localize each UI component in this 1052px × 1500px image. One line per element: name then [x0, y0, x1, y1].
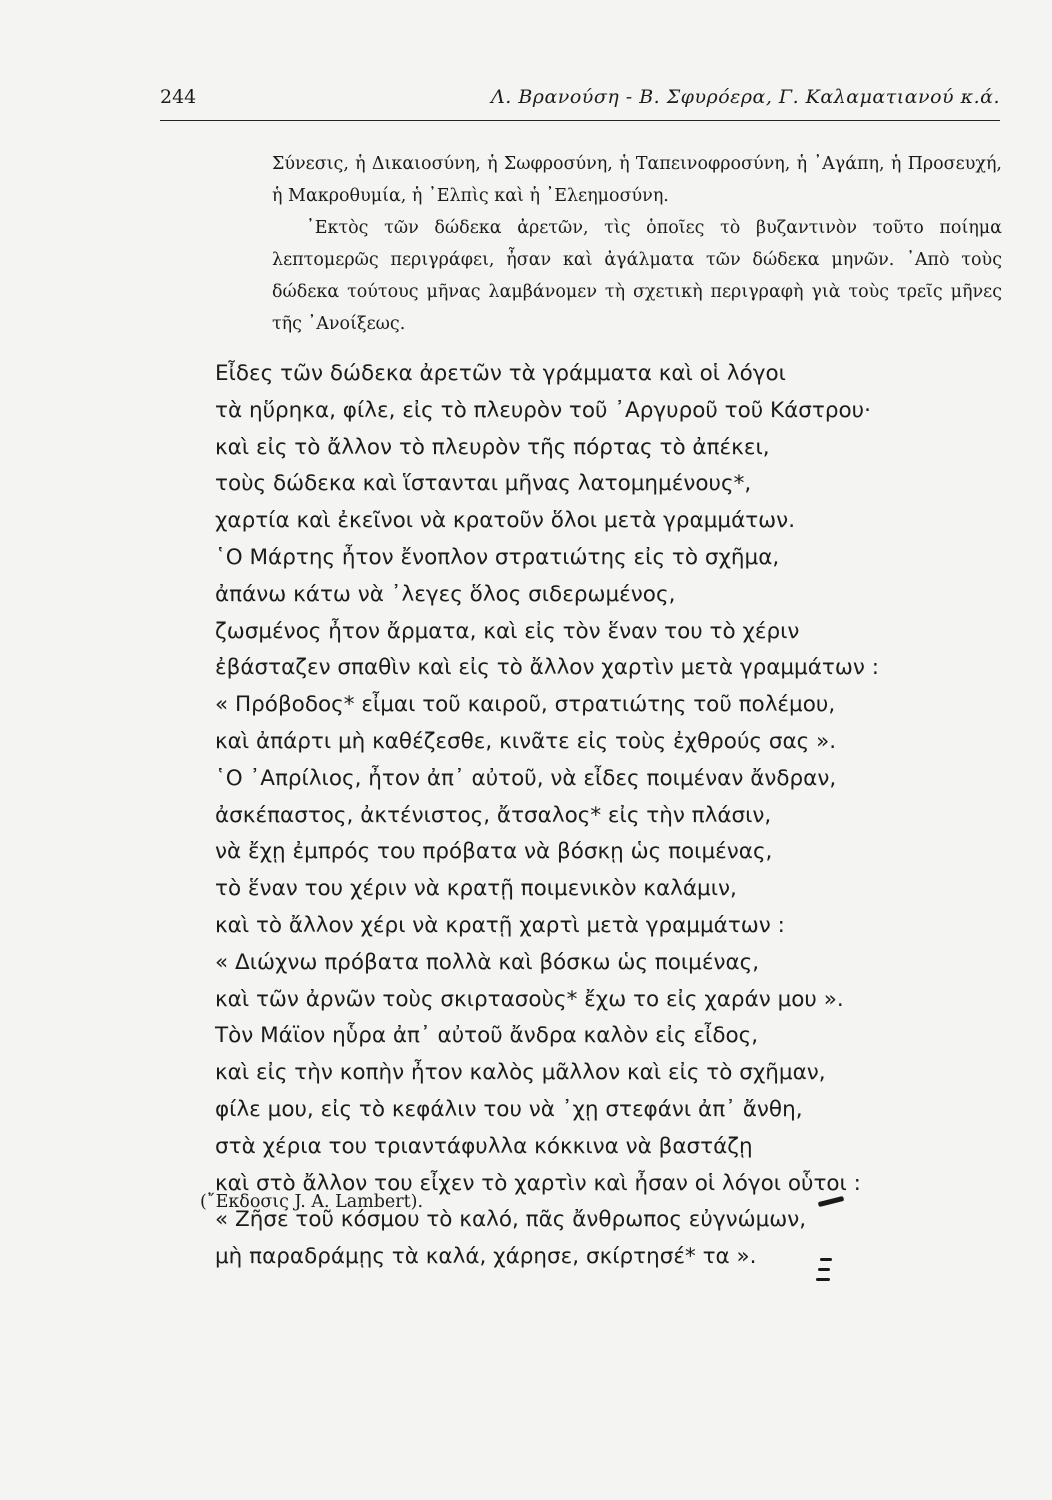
poem-line: ἀπάνω κάτω νὰ ᾿λεγες ὅλος σιδερωμένος,: [215, 581, 676, 607]
poem-line: τοὺς δώδεκα καὶ ἵστανται μῆνας λατομημένους*,: [215, 471, 752, 497]
poem: [215, 356, 1015, 1276]
poem-line: τὸ ἕναν του χέριν νὰ κρατῇ ποιμενικὸν καλάμιν,: [215, 876, 737, 902]
page-number: 244: [160, 86, 197, 108]
intro-paragraph-2: ᾿Εκτὸς τῶν δώδεκα ἀρετῶν, τὶς ὁποῖες τὸ βυζαντινὸν τοῦτο ποίημα λεπτομερῶς περιγράφει, ἦσαν καὶ ἀγάλματα τῶν δώδεκα μηνῶν. ᾿Απὸ τοὺς δώδεκα τούτους μῆνας λαμβάνομεν τὴ σχετικὴ περιγραφὴ γιὰ τοὺς τρεῖς μῆνες τῆς ᾿Ανοίξεως.: [272, 218, 1002, 334]
poem-line: στὰ χέρια του τριαντάφυλλα κόκκινα νὰ βαστάζῃ: [215, 1133, 753, 1159]
page-header: [160, 86, 1000, 116]
running-head: Λ. Βρανούση - Β. Σφυρόερα, Γ. Καλαματιανού κ.ά.: [491, 86, 1000, 108]
poem-line: ἀσκέπαστος, ἀκτένιστος, ἄτσαλος* εἰς τὴν πλάσιν,: [215, 802, 772, 828]
poem-line: καὶ τὸ ἄλλον χέρι νὰ κρατῇ χαρτὶ μετὰ γραμμάτων :: [215, 912, 785, 938]
poem-line: μὴ παραδράμῃς τὰ καλά, χάρησε, σκίρτησέ* τα ».: [215, 1244, 757, 1270]
intro-paragraph-1: Σύνεσις, ἡ Δικαιοσύνη, ἡ Σωφροσύνη, ἡ Ταπεινοφροσύνη, ἡ ᾿Αγάπη, ἡ Προσευχή, ἡ Μακροθυμία, ἡ ᾿Ελπὶς καὶ ἡ ᾿Ελεημοσύνη.: [272, 154, 1002, 206]
poem-line: καὶ εἰς τὸ ἄλλον τὸ πλευρὸν τῆς πόρτας τὸ ἀπέκει,: [215, 434, 770, 460]
poem-line: Τὸν Μάϊον ηὗρα ἀπ᾿ αὐτοῦ ἄνδρα καλὸν εἰς εἶδος,: [215, 1023, 759, 1049]
edition-note: (῎Εκδοσις J. A. Lambert).: [200, 1192, 424, 1212]
poem-line: Εἶδες τῶν δώδεκα ἀρετῶν τὰ γράμματα καὶ οἱ λόγοι: [215, 361, 786, 386]
ink-mark: [820, 1258, 832, 1261]
intro-text: [272, 148, 1002, 340]
ink-mark: [816, 1278, 830, 1281]
ink-mark: [818, 1268, 830, 1271]
poem-line: ῾Ο ᾿Απρίλιος, ἦτον ἀπ᾿ αὐτοῦ, νὰ εἶδες ποιμέναν ἄνδραν,: [215, 765, 837, 791]
poem-line: καὶ στὸ ἄλλον του εἶχεν τὸ χαρτὶν καὶ ἦσαν οἱ λόγοι οὗτοι :: [215, 1170, 861, 1196]
poem-line: « Διώχνω πρόβατα πολλὰ καὶ βόσκω ὡς ποιμένας,: [215, 949, 760, 975]
poem-line: ζωσμένος ἦτον ἄρματα, καὶ εἰς τὸν ἕναν του τὸ χέριν: [215, 618, 800, 644]
poem-line: ῾Ο Μάρτης ἦτον ἔνοπλον στρατιώτης εἰς τὸ σχῆμα,: [215, 544, 780, 570]
poem-line: φίλε μου, εἰς τὸ κεφάλιν του νὰ ᾿χῃ στεφάνι ἀπ᾿ ἄνθη,: [215, 1096, 803, 1122]
poem-line: καὶ τῶν ἀρνῶν τοὺς σκιρτασοὺς* ἔχω το εἰς χαράν μου ».: [215, 986, 844, 1012]
poem-line: καὶ ἀπάρτι μὴ καθέζεσθε, κινᾶτε εἰς τοὺς ἐχθρούς σας ».: [215, 728, 837, 754]
poem-line: ἐβάσταζεν σπαθὶν καὶ εἰς τὸ ἄλλον χαρτὶν μετὰ γραμμάτων :: [215, 655, 879, 681]
poem-line: τὰ ηὕρηκα, φίλε, εἰς τὸ πλευρὸν τοῦ ᾿Αργυροῦ τοῦ Κάστρου·: [215, 397, 871, 423]
poem-line: νὰ ἔχῃ ἐμπρός του πρόβατα νὰ βόσκῃ ὡς ποιμένας,: [215, 839, 773, 865]
poem-line: καὶ εἰς τὴν κοπὴν ἦτον καλὸς μᾶλλον καὶ εἰς τὸ σχῆμαν,: [215, 1060, 826, 1086]
poem-line: « Πρόβοδος* εἶμαι τοῦ καιροῦ, στρατιώτης τοῦ πολέμου,: [215, 692, 836, 718]
header-rule: [160, 120, 1000, 121]
poem-line: « Ζῆσε τοῦ κόσμου τὸ καλό, πᾶς ἄνθρωπος εὐγνώμων,: [215, 1207, 807, 1233]
poem-line: χαρτία καὶ ἐκεῖνοι νὰ κρατοῦν ὅλοι μετὰ γραμμάτων.: [215, 508, 796, 534]
